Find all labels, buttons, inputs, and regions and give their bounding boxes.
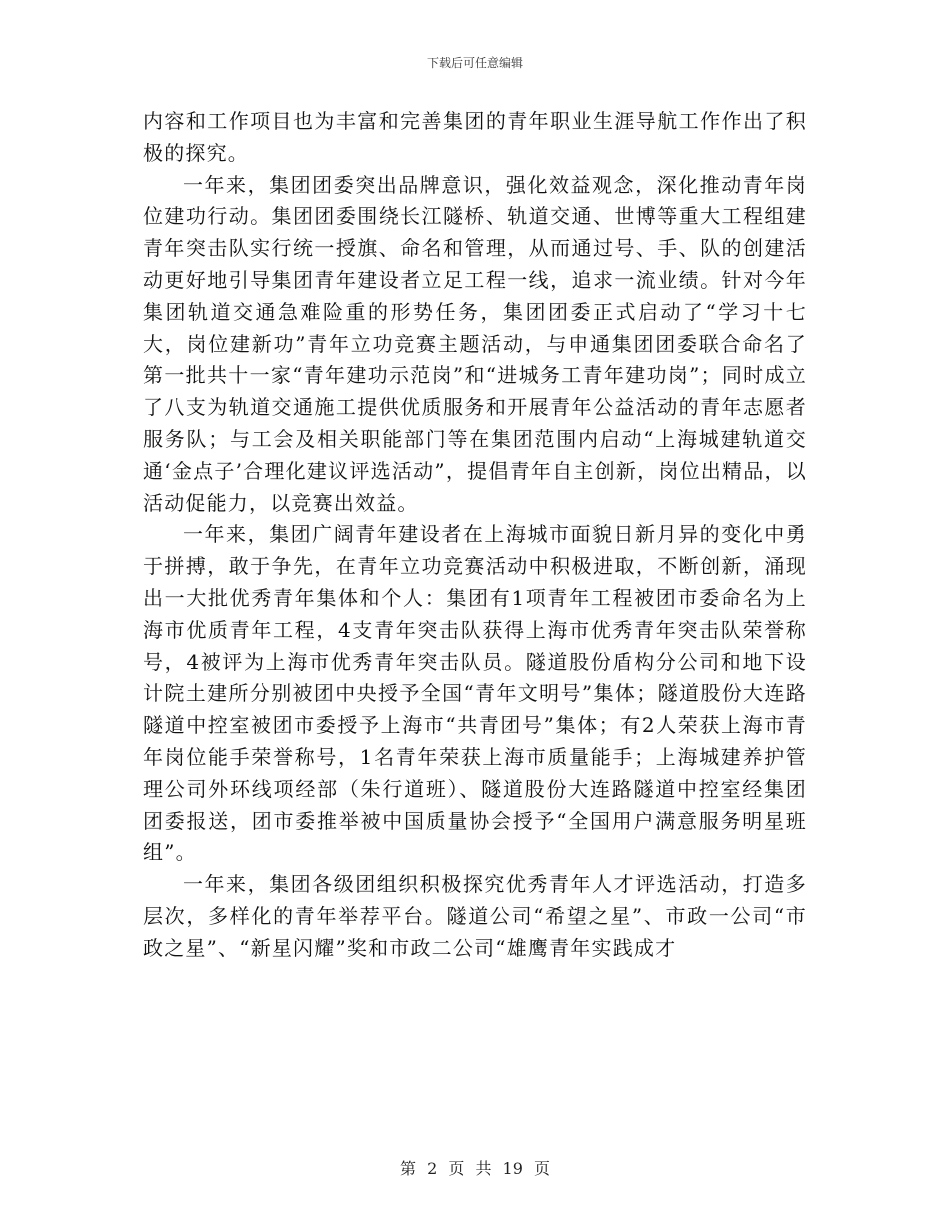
paragraph-3: 一年来，集团广阔青年建设者在上海城市面貌日新月异的变化中勇于拼搏，敢于争先，在青年立功竞赛活动中积极进取，不断创新，涌现出一大批优秀青年集体和个人：集团有1项青年工程被团市委命名为上海市优质青年工程，4支青年突击队获得上海市优秀青年突击队荣誉称号，4被评为上海市优秀青年突击队员。隧道股份盾构分公司和地下设计院土建所分别被团中央授予全国“青年文明号”集体；隧道股份大连路隧道中控室被团市委授予上海市“共青团号”集体；有2人荣获上海市青年岗位能手荣誉称号，1名青年荣获上海市质量能手；上海城建养护管理公司外环线项经部（朱行道班）、隧道股份大连路隧道中控室经集团团委报送，团市委推举被中国质量协会授予“全国用户满意服务明星班组”。 bbox=[143, 522, 807, 865]
paragraph-4: 一年来，集团各级团组织积极探究优秀青年人才评选活动，打造多层次，多样化的青年举荐平台。隧道公司“希望之星”、市政一公司“市政之星”、“新星闪耀”奖和市政二公司“雄鹰青年实践成才 bbox=[143, 872, 807, 960]
document-body bbox=[143, 106, 807, 965]
page-footer: 第 2 页 共 19 页 bbox=[400, 1159, 550, 1178]
paragraph-1: 内容和工作项目也为丰富和完善集团的青年职业生涯导航工作作出了积极的探究。 bbox=[143, 109, 807, 165]
page-header: 下载后可任意编辑 bbox=[426, 56, 523, 70]
paragraph-2: 一年来，集团团委突出品牌意识，强化效益观念，深化推动青年岗位建功行动。集团团委围绕长江隧桥、轨道交通、世博等重大工程组建青年突击队实行统一授旗、命名和管理，从而通过号、手、队的创建活动更好地引导集团青年建设者立足工程一线，追求一流业绩。针对今年集团轨道交通急难险重的形势任务，集团团委正式启动了“学习十七大，岗位建新功”青年立功竞赛主题活动，与申通集团团委联合命名了第一批共十一家“青年建功示范岗”和“进城务工青年建功岗”；同时成立了八支为轨道交通施工提供优质服务和开展青年公益活动的青年志愿者服务队；与工会及相关职能部门等在集团范围内启动“上海城建轨道交通‘金点子’合理化建议评选活动”，提倡青年自主创新，岗位出精品，以活动促能力，以竞赛出效益。 bbox=[143, 172, 807, 515]
